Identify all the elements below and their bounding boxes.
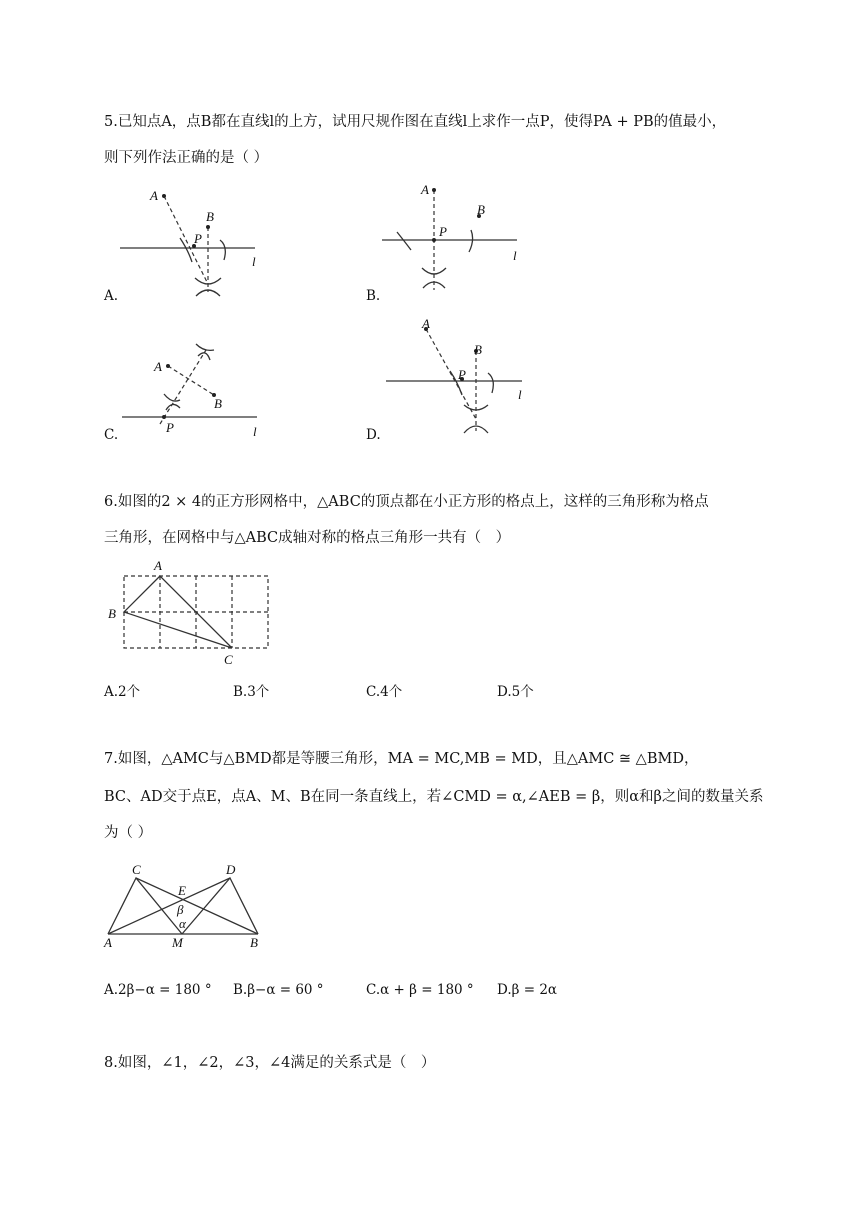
triangle-bmd — [182, 878, 258, 934]
dashed-ap — [426, 329, 476, 419]
q5-figure-b — [365, 180, 545, 300]
label-l: l — [253, 424, 257, 439]
label-alpha: α — [179, 916, 186, 931]
label-b: B — [206, 209, 214, 224]
q8-text-line1: 8.如图，∠1，∠2，∠3，∠4满足的关系式是（ ） — [104, 1055, 436, 1071]
label-b: B — [214, 396, 222, 411]
point-a — [432, 188, 436, 192]
q7-option-d[interactable]: D.β = 2α — [497, 982, 558, 998]
q6-grid-figure — [100, 556, 280, 671]
q7-figure — [100, 858, 280, 953]
q6-text-line2: 三角形，在网格中与△ABC成轴对称的格点三角形一共有（ ） — [104, 530, 511, 546]
segment-bc — [136, 878, 258, 934]
q7-option-b[interactable]: B.β−α = 60 ° — [233, 982, 324, 998]
label-b: B — [250, 935, 258, 950]
q6-option-c[interactable]: C.4个 — [366, 684, 403, 700]
label-l: l — [518, 387, 522, 402]
point-p — [432, 238, 436, 242]
q7-option-a[interactable]: A.2β−α = 180 ° — [104, 982, 212, 998]
label-a: A — [154, 359, 162, 374]
q7-text-line2: BC、AD交于点E，点A、M、B在同一条直线上，若∠CMD = α,∠AEB = β，则α和β之间的数量关系 — [104, 789, 764, 805]
label-e: E — [178, 883, 186, 898]
label-p: P — [439, 224, 447, 239]
q5-text-line1: 5.已知点A，点B都在直线l的上方，试用尺规作图在直线l上求作一点P，使得PA + PB的值最小， — [104, 114, 727, 130]
q7-text-line1: 7.如图，△AMC与△BMD都是等腰三角形，MA = MC,MB = MD，且△AMC ≅ △BMD， — [104, 751, 699, 767]
label-l: l — [513, 248, 517, 263]
q6-option-b[interactable]: B.3个 — [233, 684, 270, 700]
label-p: P — [458, 367, 466, 382]
label-a: A — [104, 935, 112, 950]
point-p — [162, 415, 166, 419]
label-a: A — [154, 558, 162, 573]
label-m: M — [172, 935, 183, 950]
label-p: P — [166, 420, 174, 435]
q6-option-d[interactable]: D.5个 — [497, 684, 534, 700]
triangle-amc — [108, 878, 182, 934]
arc-marks — [450, 371, 493, 433]
label-p: P — [194, 231, 202, 246]
q6-text-line1: 6.如图的2 × 4的正方形网格中，△ABC的顶点都在小正方形的格点上，这样的三角形称为格点 — [104, 494, 709, 510]
dashed-bisector — [160, 350, 206, 424]
dashed-ab — [168, 366, 214, 395]
label-c: C — [224, 652, 233, 667]
arc-marks — [180, 238, 225, 296]
q5-figure-c — [100, 338, 280, 448]
q5-option-b-label[interactable]: B. — [366, 288, 381, 304]
label-a: A — [422, 316, 430, 331]
label-c: C — [132, 862, 141, 877]
point-a — [166, 364, 170, 368]
q5-text-line2: 则下列作法正确的是（ ） — [104, 150, 269, 166]
point-b — [206, 225, 210, 229]
q7-text-line3: 为（ ） — [104, 825, 153, 841]
point-a — [162, 194, 166, 198]
q5-option-a-label[interactable]: A. — [104, 288, 119, 304]
q5-option-d-label[interactable]: D. — [366, 427, 381, 443]
q6-option-a[interactable]: A.2个 — [104, 684, 141, 700]
q5-figure-a — [100, 180, 280, 300]
arc-marks — [164, 344, 214, 410]
segment-ad — [108, 878, 230, 934]
label-l: l — [252, 254, 256, 269]
label-a: A — [150, 188, 158, 203]
label-a: A — [421, 182, 429, 197]
q5-option-c-label[interactable]: C. — [104, 427, 119, 443]
label-b: B — [474, 342, 482, 357]
label-b: B — [108, 606, 116, 621]
q7-option-c[interactable]: C.α + β = 180 ° — [366, 982, 474, 998]
label-beta: β — [177, 902, 184, 917]
label-b: B — [477, 202, 485, 217]
q5-figure-d — [370, 315, 550, 440]
label-d: D — [226, 862, 236, 877]
